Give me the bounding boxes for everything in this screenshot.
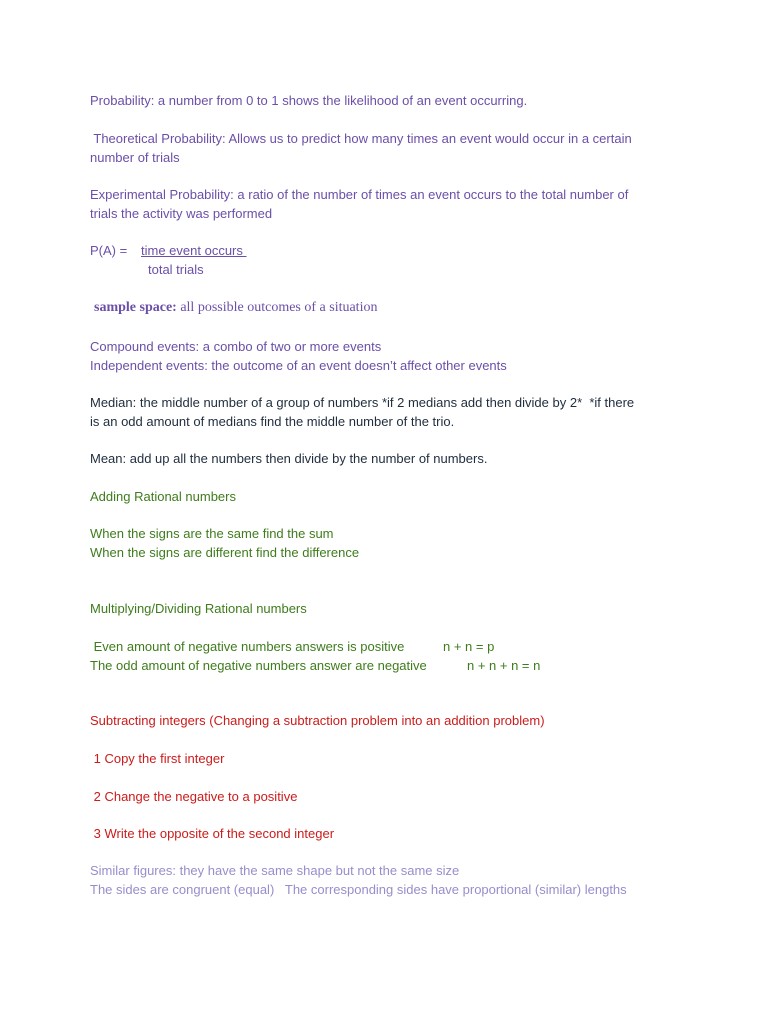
sample-space-definition: all possible outcomes of a situation [176,300,378,315]
adding-rational-heading: Adding Rational numbers [90,489,236,504]
multiplying-rational-heading: Multiplying/Dividing Rational numbers [90,601,307,616]
subtracting-step-1: 1 Copy the first integer [90,751,225,766]
probability-formula-lhs: P(A) = [90,243,128,258]
subtracting-integers-heading: Subtracting integers (Changing a subtraction problem into an addition problem) [90,713,545,728]
odd-negative-example: n + n + n = n [467,658,541,673]
subtracting-step-2: 2 Change the negative to a positive [90,789,298,804]
similar-figures-line2: The sides are congruent (equal) The corresponding sides have proportional (similar) lengths [90,882,627,897]
experimental-probability-line1: Experimental Probability: a ratio of the number of times an event occurs to the total number of [90,187,629,202]
independent-events: Independent events: the outcome of an event doesn’t affect other events [90,358,507,373]
probability-formula-denominator: total trials [148,262,204,277]
odd-negative-rule: The odd amount of negative numbers answer are negative [90,658,427,673]
theoretical-probability-line2: number of trials [90,150,180,165]
same-signs-rule: When the signs are the same find the sum [90,526,334,541]
probability-formula-numerator: time event occurs [141,243,247,258]
theoretical-probability-line1: Theoretical Probability: Allows us to predict how many times an event would occur in a certain [90,131,632,146]
even-negative-example: n + n = p [443,639,495,654]
compound-events: Compound events: a combo of two or more events [90,339,382,354]
even-negative-rule: Even amount of negative numbers answers is positive [90,639,405,654]
subtracting-step-3: 3 Write the opposite of the second integer [90,826,335,841]
experimental-probability-line2: trials the activity was performed [90,206,273,221]
median-line1: Median: the middle number of a group of numbers *if 2 medians add then divide by 2* *if there [90,395,635,410]
similar-figures-line1: Similar figures: they have the same shape but not the same size [90,863,460,878]
different-signs-rule: When the signs are different find the difference [90,545,360,560]
probability-definition: Probability: a number from 0 to 1 shows the likelihood of an event occurring. [90,93,528,108]
median-line2: is an odd amount of medians find the middle number of the trio. [90,414,455,429]
sample-space-term: sample space: [94,300,177,315]
mean-definition: Mean: add up all the numbers then divide by the number of numbers. [90,451,488,466]
sample-space-line [94,299,377,317]
